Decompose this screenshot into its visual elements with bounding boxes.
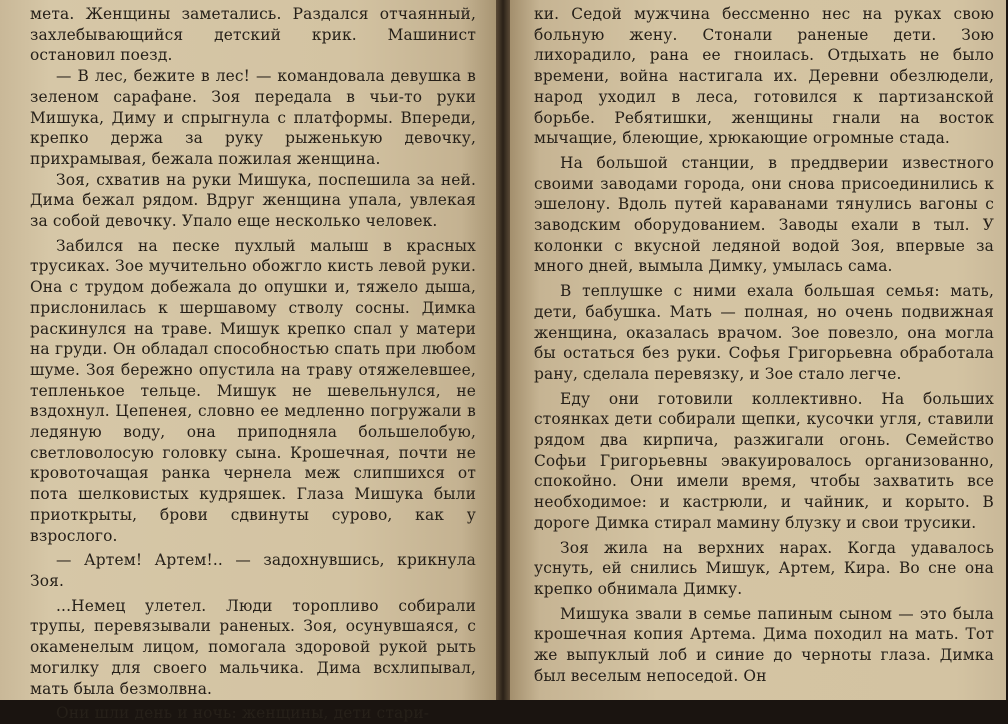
right-paragraph-5: Зоя жила на верхних нарах. Когда удавалось уснуть, ей снились Мишук, Артем, Кира. Во сне она крепко обнимала Димку.	[534, 538, 994, 598]
left-paragraph-6: ...Немец улетел. Люди торопливо собирали трупы, перевязывали раненых. Зоя, осунувшаяся, с окаменелым лицом, помогала здоровой рукой рыть могилку для своего мальчика. Дима всхлипывал, мать была безмолвна.	[30, 596, 476, 698]
left-paragraph-5: — Артем! Артем!.. — задохнувшись, крикнула Зоя.	[30, 551, 476, 590]
left-paragraph-7: Они шли день и ночь: женщины, дети стари-	[56, 704, 430, 723]
left-paragraph-2: — В лес, бежите в лес! — командовала девушка в зеленом сарафане. Зоя передала в чьи-то руки Мишука, Диму и спрыгнула с платформы. Впереди, крепко держа за руку рыженькую девочку, прихрамывая, бежала пожилая женщина.	[30, 67, 476, 168]
right-paragraph-6: Мишука звали в семье папиным сыном — это была крошечная копия Артема. Дима походил на мать. Тот же выпуклый лоб и синие до черноты глаза. Димка был веселым непоседой. Он	[534, 604, 994, 685]
left-page	[0, 0, 496, 723]
left-paragraph-3: Зоя, схватив на руки Мишука, поспешила за ней. Дима бежал рядом. Вдруг женщина упала, увлекая за собой девочку. Упало еще несколько человек.	[30, 170, 476, 231]
left-paragraph-1: мета. Женщины заметались. Раздался отчаянный, захлебывающийся детский крик. Машинист остановил поезд.	[30, 5, 476, 65]
right-paragraph-4: Еду они готовили коллективно. На больших стоянках дети собирали щепки, кусочки угля, ставили рядом два кирпича, разжигали огонь. Семейство Софьи Григорьевны эвакуировалось организованно, спокойно. Они имели время, чтобы захватить все необходимое: и кастрюли, и чайник, и корыто. В дороге Димка стирал мамину блузку и свои трусики.	[534, 389, 994, 532]
right-paragraph-3: В теплушке с ними ехала большая семья: мать, дети, бабушка. Мать — полная, но очень подвижная женщина, оказалась врачом. Зое повезло, она могла бы остаться без руки. Софья Григорьевна обработала рану, сделала перевязку, и Зое стало легче.	[534, 282, 994, 383]
left-paragraph-4: Забился на песке пухлый малыш в красных трусиках. Зое мучительно обожгло кисть левой руки. Она с трудом добежала до опушки и, тяжело дыша, прислонилась к шершавому стволу сосны. Димка раскинулся на траве. Мишук крепко спал у матери на груди. Он обладал способностью спать при любом шуме. Зоя бережно опустила на траву отяжелевшее, тепленькое тельце. Мишук не шевельнулся, не вздохнул. Цепенея, словно ее медленно погружали в ледяную воду, она приподняла большелобую, светловолосую головку сына. Крошечная, почти не кровоточащая ранка чернела меж слипшихся от пота шелковистых кудряшек. Глаза Мишука были приоткрыты, брови сдвинуты сурово, как у взрослого.	[30, 236, 476, 545]
book-gutter	[496, 0, 510, 700]
right-paragraph-2: На большой станции, в преддверии известного своими заводами города, они снова присоединились к эшелону. Вдоль путей караванами тянулись вагоны с заводским оборудованием. Заводы ехали в тыл. У колонки с вкусной ледяной водой Зоя, впервые за много дней, вымыла Димку, умылась сама.	[534, 153, 994, 276]
right-page	[510, 0, 1006, 700]
right-paragraph-1: ки. Седой мужчина бессменно нес на руках свою больную жену. Стонали раненые дети. Зою лихорадило, рана ее гноилась. Отдыхать не было времени, война настигала их. Деревни обезлюдели, народ уходил в леса, готовился к партизанской борьбе. Ребятишки, женщины гнали на восток мычащие, блеющие, хрюкающие огромные стада.	[534, 5, 994, 148]
